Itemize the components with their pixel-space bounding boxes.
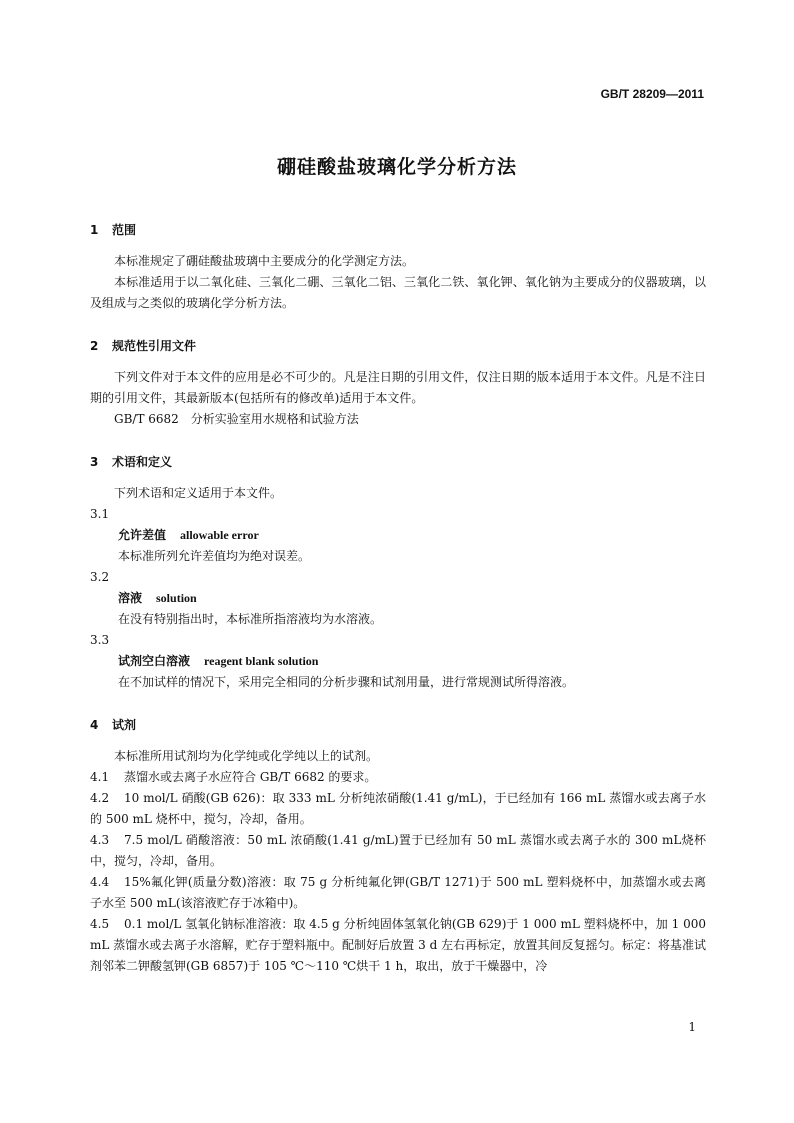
paragraph: 下列文件对于本文件的应用是必不可少的。凡是注日期的引用文件，仅注日期的版本适用于本文件。凡是不注日期的引用文件，其最新版本(包括所有的修改单)适用于本文件。 [90,370,706,405]
reagent-item [90,914,706,977]
section-title: 试剂 [112,718,137,732]
reagent-item [90,767,706,788]
paragraph: 本标准所用试剂均为化学纯或化学纯以上的试剂。 [114,749,379,763]
term-entry [118,651,706,672]
term-number: 3.2 [90,570,110,584]
term-zh: 溶液 [118,591,143,605]
item-number: 4.1 [90,770,110,784]
document-body [90,220,706,977]
section-heading-references [90,336,706,357]
section-title: 术语和定义 [112,455,173,469]
paragraph: 本标准规定了硼硅酸盐玻璃中主要成分的化学测定方法。 [114,254,415,268]
term-en: solution [156,591,197,605]
reagent-item [90,788,706,830]
term-definition: 在不加试样的情况下，采用完全相同的分析步骤和试剂用量，进行常规测试所得溶液。 [118,675,575,689]
section-number: 2 [90,339,99,353]
item-text: 15%氟化钾(质量分数)溶液：取 75 g 分析纯氟化钾(GB/T 1271)于 500 mL 塑料烧杯中，加蒸馏水或去离子水至 500 mL(该溶液贮存于冰箱中)。 [90,875,706,910]
document-title: 硼硅酸盐玻璃化学分析方法 [276,156,517,178]
item-number: 4.5 [90,917,110,931]
section-number: 1 [90,223,99,237]
term-definition: 在没有特别指出时，本标准所指溶液均为水溶液。 [118,612,383,626]
paragraph: 本标准适用于以二氧化硅、三氧化二硼、三氧化二铝、三氧化二铁、氧化钾、氧化钠为主要成分的仪器玻璃，以及组成与之类似的玻璃化学分析方法。 [90,275,706,310]
section-heading-terms [90,452,706,473]
term-definition: 本标准所列允许差值均为绝对误差。 [118,549,311,563]
term-number: 3.3 [90,633,110,647]
item-number: 4.3 [90,833,110,847]
section-title: 规范性引用文件 [112,339,197,353]
term-zh: 允许差值 [118,528,167,542]
reference-item: GB/T 6682 分析实验室用水规格和试验方法 [114,412,359,426]
term-number: 3.1 [90,507,110,521]
section-title: 范围 [112,223,137,237]
item-text: 0.1 mol/L 氢氧化钠标准溶液：取 4.5 g 分析纯固体氢氧化钠(GB 629)于 1 000 mL 塑料烧杯中，加 1 000 mL 蒸馏水或去离子水溶解，贮存于塑料瓶中。配制好后放置 3 d 左右再标定，放置其间反复摇匀。标定：将基准试剂邻苯二钾酸氢钾(GB 6857)于 105 ℃～110 ℃烘干 1 h，取出，放于干燥器中，冷 [90,917,706,973]
section-number: 4 [90,718,99,732]
standard-code: GB/T 28209—2011 [600,87,704,101]
item-number: 4.2 [90,791,110,805]
term-en: allowable error [180,528,259,542]
term-en: reagent blank solution [204,654,319,668]
item-text: 蒸馏水或去离子水应符合 GB/T 6682 的要求。 [124,770,377,784]
paragraph: 下列术语和定义适用于本文件。 [114,486,283,500]
item-text: 10 mol/L 硝酸(GB 626)：取 333 mL 分析纯浓硝酸(1.41 g/mL)，于已经加有 166 mL 蒸馏水或去离子水的 500 mL 烧杯中，搅匀，冷却，备用。 [90,791,706,826]
reagent-item [90,830,706,872]
term-entry [118,525,706,546]
item-text: 7.5 mol/L 硝酸溶液：50 mL 浓硝酸(1.41 g/mL)置于已经加有 50 mL 蒸馏水或去离子水的 300 mL烧杯中，搅匀，冷却，备用。 [90,833,706,868]
section-heading-reagents [90,715,706,736]
reagent-item [90,872,706,914]
term-entry [118,588,706,609]
page-number: 1 [688,1020,696,1034]
item-number: 4.4 [90,875,110,889]
term-zh: 试剂空白溶液 [118,654,191,668]
section-heading-scope [90,220,706,241]
section-number: 3 [90,455,99,469]
